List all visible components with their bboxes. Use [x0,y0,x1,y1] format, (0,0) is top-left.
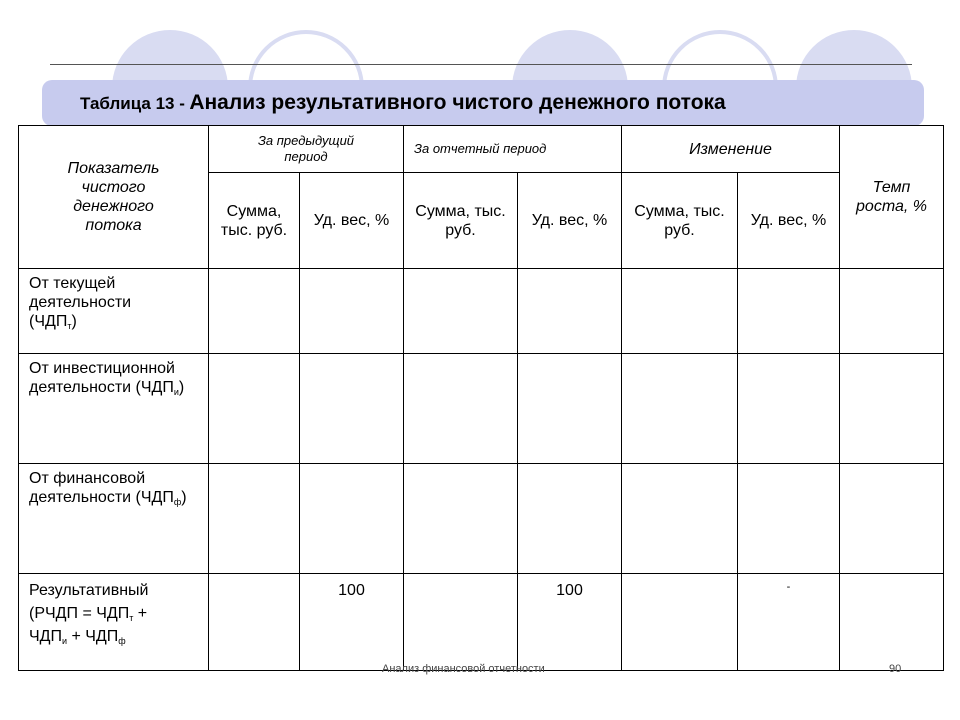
top-rule [50,64,912,65]
cell [840,574,944,671]
row-label [19,574,209,671]
cell [518,464,622,574]
result-line-1: Результативный [29,582,149,599]
result-line-3: $ЧДП_и + ЧДП_ф$ [29,628,126,646]
header-change-share [738,173,840,269]
cell [518,269,622,354]
cell [404,354,518,464]
cell [622,269,738,354]
result-prev-share: 100 [300,574,404,671]
row-label-text: От финансовой деятельности $(ЧДП_ф)$ [29,470,187,507]
row-label [19,269,209,354]
header-change-sum-text: Сумма, тыс. руб. [634,202,725,239]
table-row-result [19,574,944,671]
header-prev-share [300,173,404,269]
header-indicator-text: Показатель чистого денежного потока [67,160,160,234]
result-change-share: - [738,574,840,671]
title-prefix: Таблица 13 - [80,94,185,113]
header-curr-period-text: За отчетный период [414,141,547,156]
cell [209,574,300,671]
header-growth-rate-text: Темп роста, % [856,179,927,215]
row-label-text: От инвестиционной деятельности $(ЧДП_и)$ [29,360,185,397]
header-prev-sum-text: Сумма, тыс. руб. [220,202,288,239]
header-change-share-text: Уд. вес, % [750,212,827,229]
row-label [19,354,209,464]
result-curr-share: 100 [518,574,622,671]
header-prev-period-text: За предыдущий период [257,133,355,164]
cell [209,269,300,354]
header-prev-share-text: Уд. вес, % [313,212,390,229]
header-growth-rate [840,126,944,269]
cell [404,464,518,574]
cell [622,574,738,671]
cell [738,269,840,354]
header-indicator [19,126,209,269]
header-curr-period [404,126,622,173]
slide-title [80,91,726,115]
header-change [622,126,840,173]
row-label-text: От текущей деятельности $(ЧДП_т)$ [29,275,132,331]
cell [209,354,300,464]
cell [300,354,404,464]
cell [518,354,622,464]
page-number: 90 [889,663,902,675]
cell [622,354,738,464]
header-change-sum [622,173,738,269]
cell [840,354,944,464]
table-row [19,464,944,574]
cell [738,354,840,464]
header-curr-sum-text: Сумма, тыс. руб. [415,202,506,239]
table-row [19,354,944,464]
cell [209,464,300,574]
cell [738,464,840,574]
table-row [19,269,944,354]
cell [404,269,518,354]
cell [840,464,944,574]
title-main: Анализ результативного чистого денежного потока [189,91,726,114]
header-curr-share-text: Уд. вес, % [531,212,608,229]
footer-text: Анализ финансовой отчетности [382,663,545,675]
header-curr-sum [404,173,518,269]
header-change-text: Изменение [689,140,772,158]
cell [622,464,738,574]
header-prev-period [209,126,404,173]
cell [300,464,404,574]
cash-flow-table [18,125,944,671]
header-curr-share [518,173,622,269]
result-line-2: (РЧДП = $ЧДП_т$ + [29,605,148,623]
cell [300,269,404,354]
row-label [19,464,209,574]
header-prev-sum [209,173,300,269]
cell [840,269,944,354]
cell [404,574,518,671]
